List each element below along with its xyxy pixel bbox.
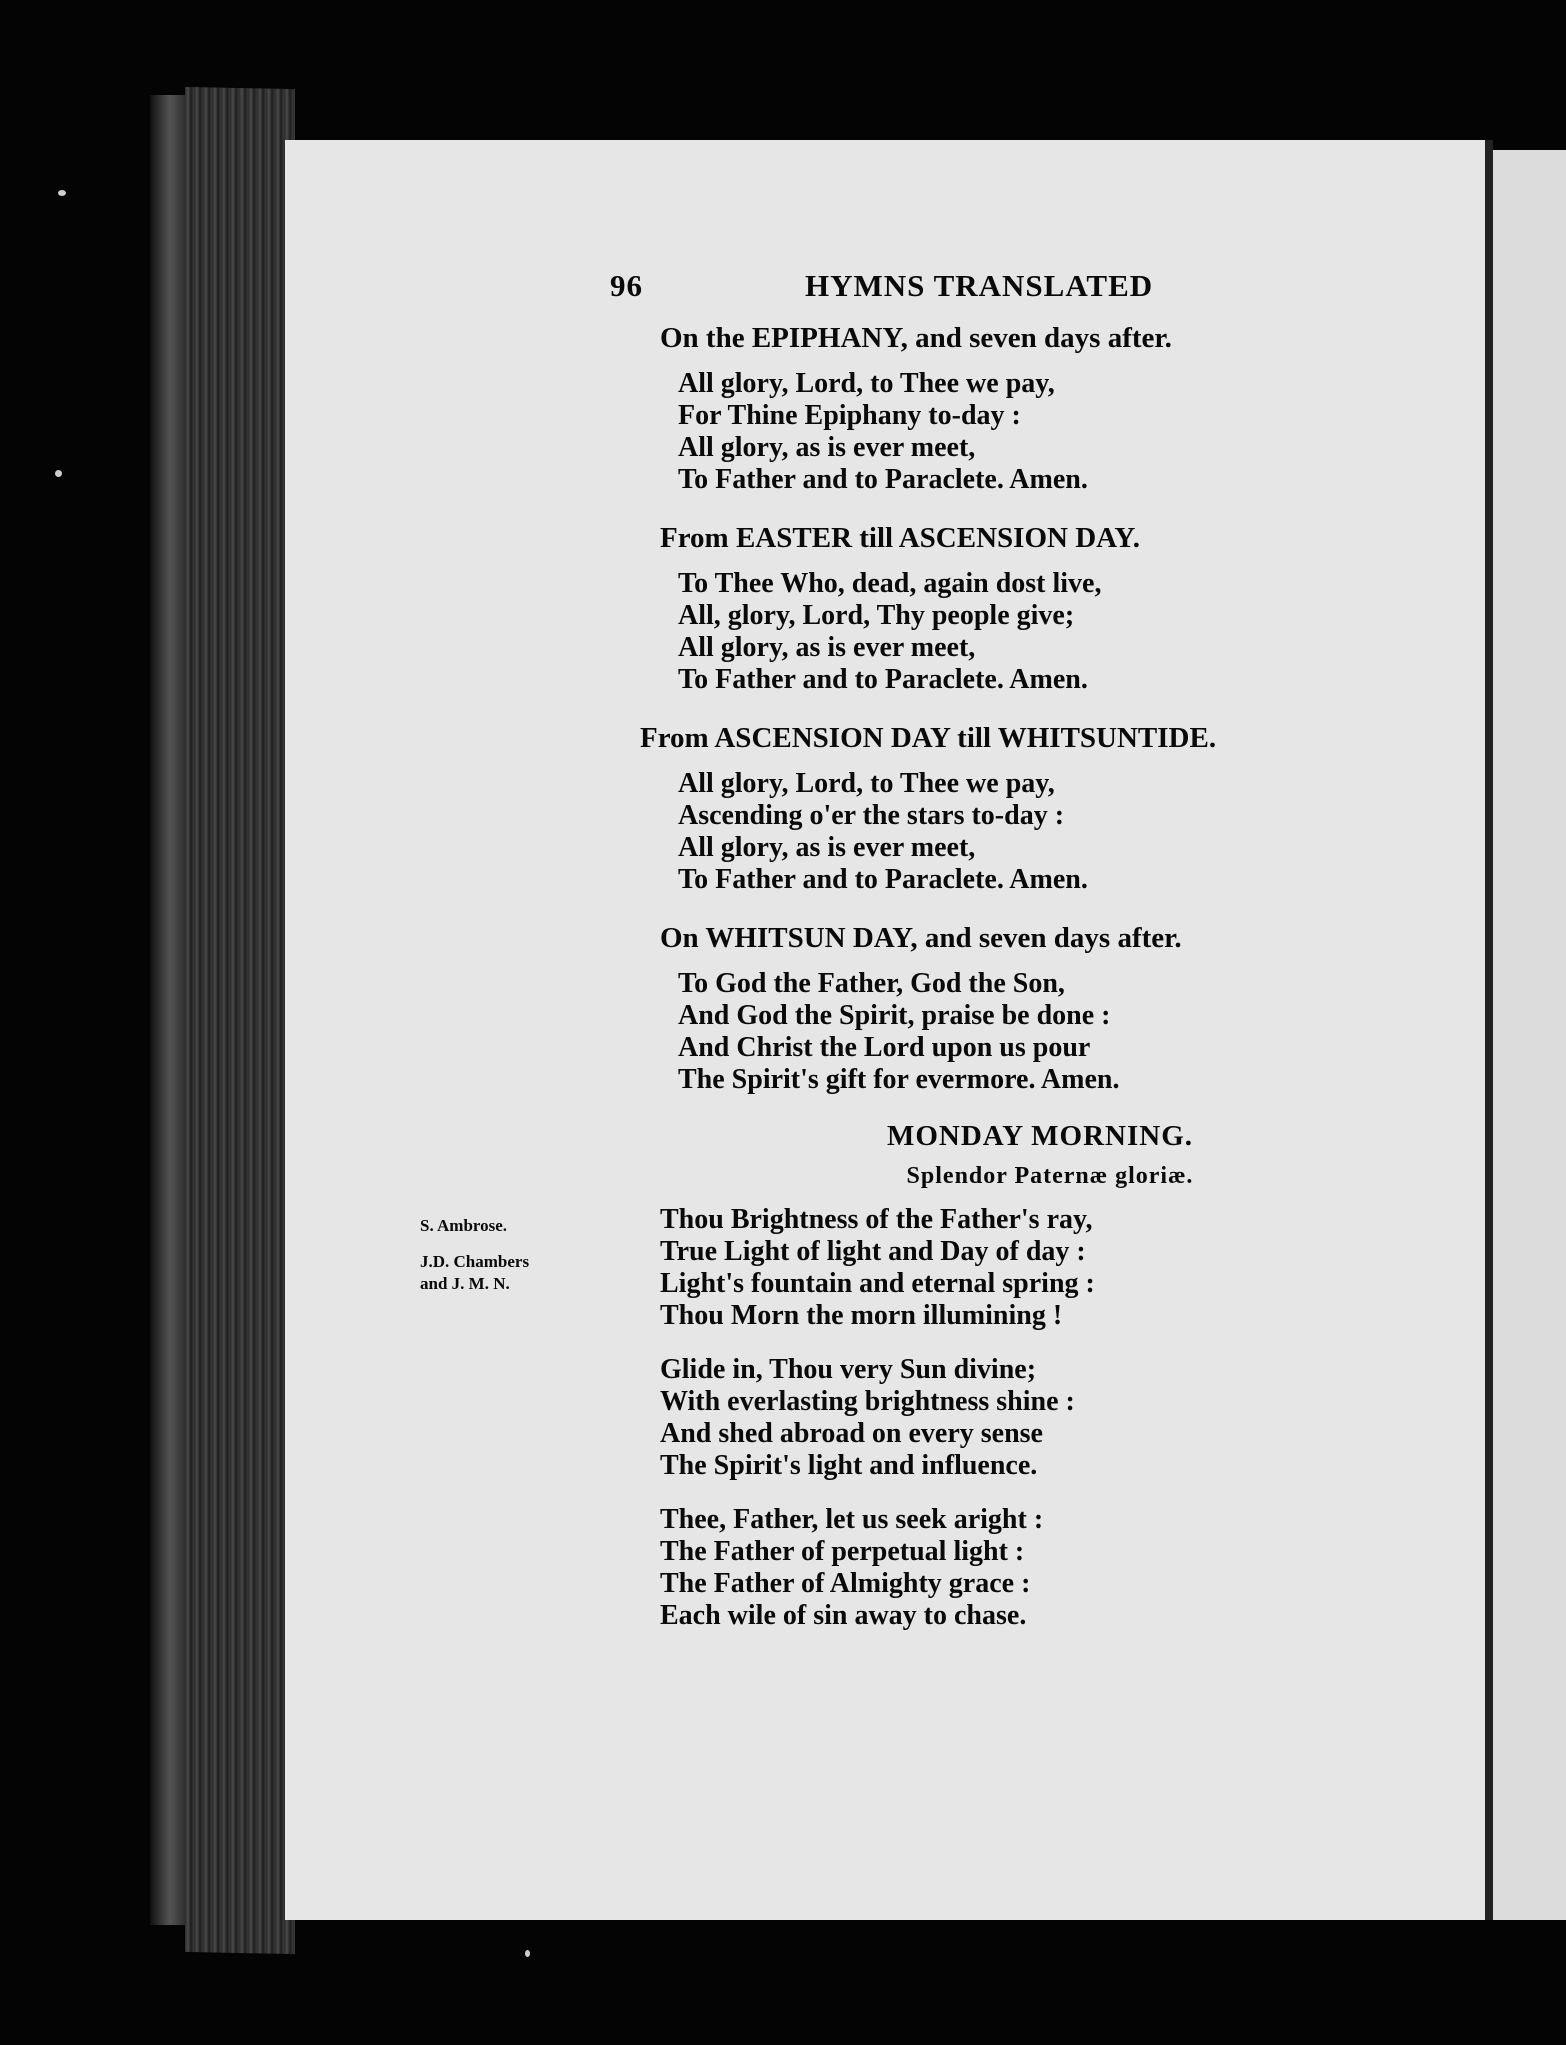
hymn-latin-incipit: Splendor Paternæ gloriæ. xyxy=(906,1163,1194,1189)
verse-line: To Father and to Paraclete. Amen. xyxy=(678,664,1088,695)
verse-line: Thou Brightness of the Father's ray, xyxy=(660,1204,1093,1235)
verse-line: The Father of Almighty grace : xyxy=(660,1568,1031,1599)
verse-line: The Father of perpetual light : xyxy=(660,1536,1025,1567)
page-content xyxy=(640,320,1360,1654)
verse-line: To Thee Who, dead, again dost live, xyxy=(678,568,1102,599)
hymn-author: S. Ambrose. xyxy=(420,1216,508,1235)
stanza xyxy=(660,968,1360,1096)
verse-line: All glory, Lord, to Thee we pay, xyxy=(678,768,1055,799)
verse-line: The Spirit's gift for evermore. Amen. xyxy=(678,1064,1120,1095)
verse-line: Light's fountain and eternal spring : xyxy=(660,1268,1095,1299)
facing-page-edge xyxy=(1490,150,1566,1920)
scan-speck xyxy=(525,1950,530,1957)
translator-line: and J. M. N. xyxy=(420,1274,510,1293)
verse-line: All glory, as is ever meet, xyxy=(678,432,976,463)
verse-line: All glory, as is ever meet, xyxy=(678,632,976,663)
scan-speck xyxy=(58,190,66,196)
book-spine-edge xyxy=(150,95,190,1925)
scan-speck xyxy=(55,470,62,477)
verse-line: And shed abroad on every sense xyxy=(660,1418,1043,1449)
translator-line: J.D. Chambers xyxy=(420,1252,530,1271)
hymn-title: MONDAY MORNING. xyxy=(886,1120,1194,1152)
verse-line: For Thine Epiphany to-day : xyxy=(678,400,1021,431)
doxology-ascension xyxy=(640,720,1360,896)
verse-line: To God the Father, God the Son, xyxy=(678,968,1065,999)
verse-line: To Father and to Paraclete. Amen. xyxy=(678,864,1088,895)
hymn-stanza xyxy=(660,1204,1360,1332)
verse-line: To Father and to Paraclete. Amen. xyxy=(678,464,1088,495)
running-title: HYMNS TRANSLATED xyxy=(805,268,1154,303)
verse-line: And Christ the Lord upon us pour xyxy=(678,1032,1091,1063)
verse-line: With everlasting brightness shine : xyxy=(660,1386,1075,1417)
stanza xyxy=(660,568,1360,696)
verse-line: All, glory, Lord, Thy people give; xyxy=(678,600,1075,631)
verse-line: All glory, as is ever meet, xyxy=(678,832,976,863)
section-heading: From EASTER till ASCENSION DAY. xyxy=(660,522,1140,554)
doxology-epiphany xyxy=(660,320,1360,496)
book-page-edges xyxy=(185,87,295,1954)
section-heading: From ASCENSION DAY till WHITSUNTIDE. xyxy=(640,722,1217,754)
verse-line: Each wile of sin away to chase. xyxy=(660,1600,1027,1631)
verse-line: Ascending o'er the stars to-day : xyxy=(678,800,1065,831)
margin-notes xyxy=(420,1215,570,1295)
verse-line: True Light of light and Day of day : xyxy=(660,1236,1086,1267)
verse-line: And God the Spirit, praise be done : xyxy=(678,1000,1111,1031)
verse-line: All glory, Lord, to Thee we pay, xyxy=(678,368,1055,399)
doxology-easter xyxy=(660,520,1360,696)
page-number: 96 xyxy=(610,268,643,303)
section-heading: On the EPIPHANY, and seven days after. xyxy=(660,322,1172,354)
verse-line: Thou Morn the morn illumining ! xyxy=(660,1300,1063,1331)
stanza xyxy=(640,768,1360,896)
section-heading: On WHITSUN DAY, and seven days after. xyxy=(660,922,1182,954)
stanza xyxy=(660,368,1360,496)
hymn-stanza xyxy=(660,1504,1360,1632)
verse-line: Glide in, Thou very Sun divine; xyxy=(660,1354,1037,1385)
verse-line: The Spirit's light and influence. xyxy=(660,1450,1038,1481)
hymn-stanza xyxy=(660,1354,1360,1482)
doxology-whitsun xyxy=(660,920,1360,1096)
verse-line: Thee, Father, let us seek aright : xyxy=(660,1504,1044,1535)
